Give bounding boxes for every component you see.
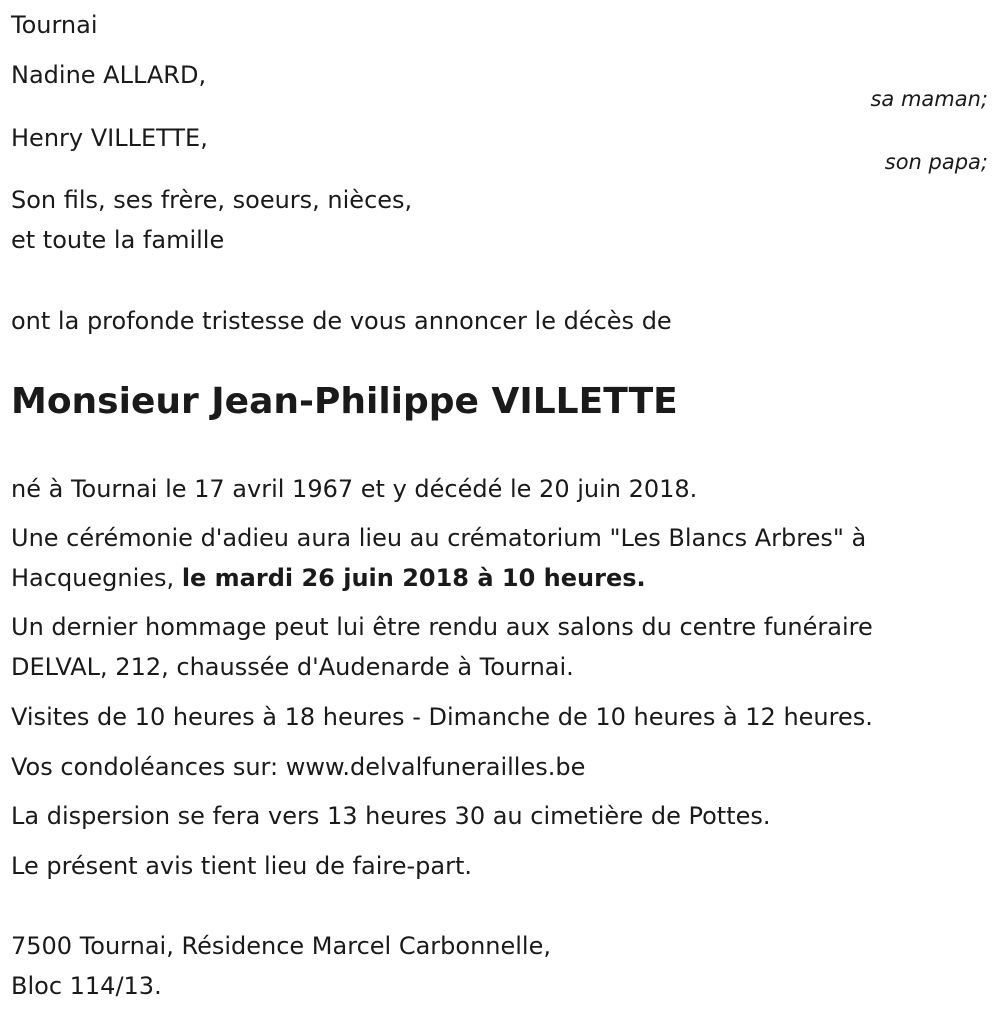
condolences-line: Vos condoléances sur: www.delvalfunerailles.be: [11, 753, 586, 781]
mother-name: Nadine ALLARD,: [11, 61, 207, 89]
header-city: Tournai: [11, 11, 98, 39]
tribute-line1: Un dernier hommage peut lui être rendu aux salons du centre funéraire: [11, 613, 873, 641]
birth-death-line: né à Tournai le 17 avril 1967 et y décédé le 20 juin 2018.: [11, 475, 698, 503]
family-others-line1: Son fils, ses frère, soeurs, nièces,: [11, 186, 413, 214]
address-line1: 7500 Tournai, Résidence Marcel Carbonnelle,: [11, 932, 551, 960]
dispersion-line: La dispersion se fera vers 13 heures 30 au cimetière de Pottes.: [11, 802, 771, 830]
ceremony-location: Hacquegnies,: [11, 564, 182, 592]
tribute-line2: DELVAL, 212, chaussée d'Audenarde à Tournai.: [11, 653, 574, 681]
announcement-text: ont la profonde tristesse de vous annoncer le décès de: [11, 307, 672, 335]
visits-line: Visites de 10 heures à 18 heures - Dimanche de 10 heures à 12 heures.: [11, 703, 873, 731]
father-name: Henry VILLETTE,: [11, 124, 208, 152]
notice-line: Le présent avis tient lieu de faire-part.: [11, 852, 473, 880]
ceremony-line2: [11, 563, 646, 593]
ceremony-line1: Une cérémonie d'adieu aura lieu au crématorium "Les Blancs Arbres" à: [11, 524, 867, 552]
mother-role: sa maman;: [870, 87, 988, 111]
ceremony-date: le mardi 26 juin 2018 à 10 heures.: [181, 564, 646, 592]
family-others-line2: et toute la famille: [11, 226, 225, 254]
address-line2: Bloc 114/13.: [11, 972, 162, 1000]
deceased-name: Monsieur Jean-Philippe VILLETTE: [11, 381, 678, 422]
father-role: son papa;: [884, 150, 988, 174]
